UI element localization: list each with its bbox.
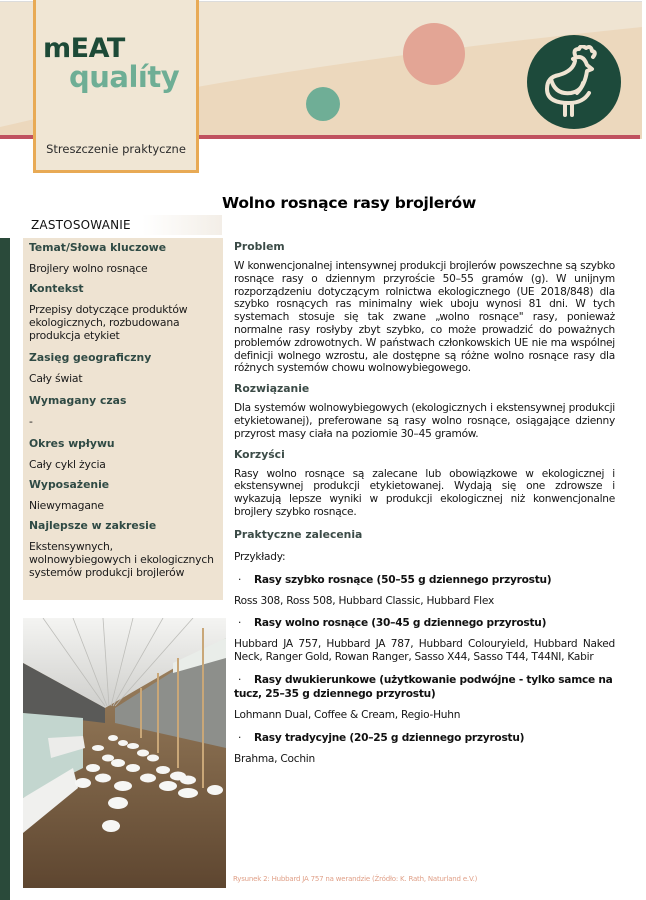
bullet-icon: · — [238, 731, 242, 744]
pink-circle-decoration — [403, 23, 465, 85]
breed-group-title: · Rasy szybko rosnące (50–55 g dziennego przyrostu) — [234, 573, 615, 587]
field-label-geographic-scope: Zasięg geograficzny — [29, 351, 152, 364]
breed-list: Ross 308, Ross 508, Hubbard Classic, Hubbard Flex — [234, 594, 494, 607]
examples-intro: Przykłady: — [234, 550, 286, 563]
field-value-context: Przepisy dotyczące produktów ekologicznych, rozbudowana produkcja etykiet — [29, 303, 188, 342]
field-label-required-time: Wymagany czas — [29, 394, 127, 407]
field-value-equipment: Niewymagane — [29, 499, 104, 512]
document-type-label: Streszczenie praktyczne — [46, 142, 186, 156]
bullet-icon: · — [238, 573, 242, 586]
field-value-best-in: Ekstensywnych, wolnowybiegowych i ekologicznych systemów produkcji brojlerów — [29, 540, 214, 579]
page-title: Wolno rosnące rasy brojlerów — [222, 194, 477, 212]
logo-text-quality: qualíty — [69, 60, 180, 94]
chicken-icon — [539, 45, 609, 119]
section-text-problem: W konwencjonalnej intensywnej produkcji brojlerów powszechne są szybko rosnące rasy o dziennym przyroście 50–55 gramów (g). W unijnym rozporządzeniu dotyczącym rolnictwa ekologicznego (UE 2018/848) dla szybko rosnących ras minimalny wiek uboju wynosi 81 dni. W tych systemach stosuje się tak zwane „wolno rosnące" rasy, ponieważ normalne rasy rosłyby zbyt szybko, co może prowadzić do poważnych problemów zdrowotnych. W państwach członkowskich UE nie ma wspólnej definicji wolnego wzrostu, ale dostępne są różne wolno rosnące rasy dla różnych systemów chowu wolnowybiegowego. — [234, 260, 615, 375]
main-content — [234, 240, 615, 773]
breed-list: Hubbard JA 757, Hubbard JA 787, Hubbard Colouryield, Hubbard Naked Neck, Ranger Gold, Rowan Ranger, Sasso X44, Sasso T44, T44NI, Kabir — [234, 638, 615, 664]
breed-group-title: · Rasy wolno rosnące (30–45 g dziennego przyrostu) — [234, 616, 615, 630]
field-label-context: Kontekst — [29, 282, 84, 295]
figure-caption: Rysunek 2: Hubbard JA 757 na werandzie (Źródło: K. Rath, Naturland e.V.) — [233, 875, 478, 883]
section-text-solution: Dla systemów wolnowybiegowych (ekologicznych i ekstensywnej produkcji etykietowanej), preferowane są rasy wolno rosnące, osiągające dzienny przyrost masy ciała na poziomie 30–45 gramów. — [234, 402, 615, 440]
green-circle-decoration — [306, 87, 340, 121]
breed-group-title: · Rasy tradycyjne (20–25 g dziennego przyrostu) — [234, 731, 615, 745]
field-label-equipment: Wyposażenie — [29, 478, 110, 491]
left-green-strip — [0, 238, 10, 900]
field-label-best-in: Najlepsze w zakresie — [29, 519, 157, 532]
section-heading-benefits: Korzyści — [234, 447, 285, 461]
application-panel — [23, 238, 223, 600]
field-value-topic: Brojlery wolno rosnące — [29, 262, 148, 275]
section-heading-solution: Rozwiązanie — [234, 382, 310, 396]
breed-list: Lohmann Dual, Coffee & Cream, Regio-Huhn — [234, 708, 461, 721]
field-value-required-time: - — [29, 415, 33, 428]
chicken-badge — [527, 35, 621, 129]
broiler-veranda-photo — [23, 618, 226, 888]
field-value-geographic-scope: Cały świat — [29, 372, 83, 385]
application-section-header: ZASTOSOWANIE — [23, 215, 222, 235]
breed-list: Brahma, Cochin — [234, 752, 315, 765]
field-value-impact-period: Cały cykl życia — [29, 458, 106, 471]
section-heading-problem: Problem — [234, 240, 285, 253]
field-label-topic: Temat/Słowa kluczowe — [29, 241, 167, 254]
bullet-icon: · — [238, 617, 242, 630]
logo-box — [33, 0, 199, 173]
logo-text-meat: mEAT — [43, 33, 125, 64]
field-label-impact-period: Okres wpływu — [29, 437, 115, 450]
photo-illustration — [23, 618, 226, 888]
breed-group-title: · Rasy dwukierunkowe (użytkowanie podwójne - tylko samce na tucz, 25–35 g dziennego przyrostu) — [234, 673, 613, 700]
bullet-icon: · — [238, 673, 242, 686]
section-heading-recommendations: Praktyczne zalecenia — [234, 527, 363, 541]
section-text-benefits: Rasy wolno rosnące są zalecane lub obowiązkowe w ekologicznej i ekstensywnej produkcji etykietowanej. Wydają się one zdrowsze i wykazują lepsze wyniki w produkcji ekologicznej niż konwencjonalne brojlery szybko rosnące. — [234, 467, 615, 518]
